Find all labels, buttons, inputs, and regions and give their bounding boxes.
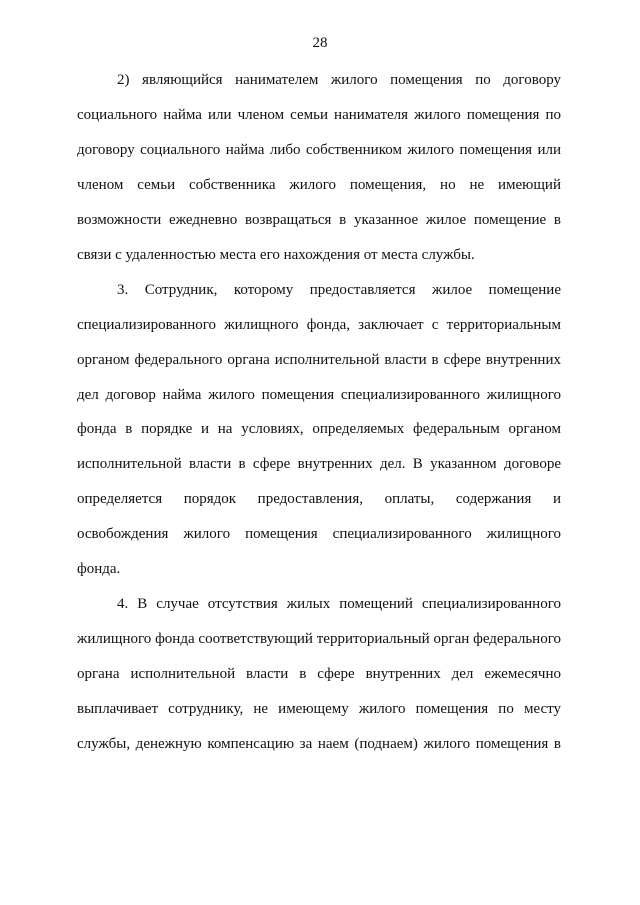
text-line: 3. Сотрудник, которому предоставляется жилое помещение xyxy=(117,282,561,298)
text-line: социального найма или членом семьи нанимателя жилого помещения по xyxy=(77,107,561,123)
page-number: 28 xyxy=(312,35,328,51)
text-line: службы, денежную компенсацию за наем (поднаем) жилого помещения в xyxy=(77,736,561,752)
text-line: фонда в порядке и на условиях, определяемых федеральным органом xyxy=(77,421,561,437)
text-line: специализированного жилищного фонда, заключает с территориальным xyxy=(77,317,561,333)
text-line: органом федерального органа исполнительной власти в сфере внутренних xyxy=(77,352,561,368)
text-line: фонда. xyxy=(77,561,121,577)
text-line: связи с удаленностью места его нахождения от места службы. xyxy=(77,247,475,263)
text-line: 2) являющийся нанимателем жилого помещения по договору xyxy=(117,72,561,88)
text-line: договору социального найма либо собственником жилого помещения или xyxy=(77,142,561,158)
text-line: 4. В случае отсутствия жилых помещений специализированного xyxy=(117,596,561,612)
text-line: выплачивает сотруднику, не имеющему жилого помещения по месту xyxy=(77,701,561,717)
text-line: определяется порядок предоставления, оплаты, содержания и xyxy=(77,491,561,507)
text-line: исполнительной власти в сфере внутренних дел. В указанном договоре xyxy=(77,456,561,472)
text-line: освобождения жилого помещения специализированного жилищного xyxy=(77,526,561,542)
text-line: возможности ежедневно возвращаться в указанное жилое помещение в xyxy=(77,212,561,228)
text-line: жилищного фонда соответствующий территориальный орган федерального xyxy=(77,631,561,647)
text-line: органа исполнительной власти в сфере внутренних дел ежемесячно xyxy=(77,666,561,682)
text-line: дел договор найма жилого помещения специализированного жилищного xyxy=(77,387,561,403)
text-line: членом семьи собственника жилого помещения, но не имеющий xyxy=(77,177,561,193)
